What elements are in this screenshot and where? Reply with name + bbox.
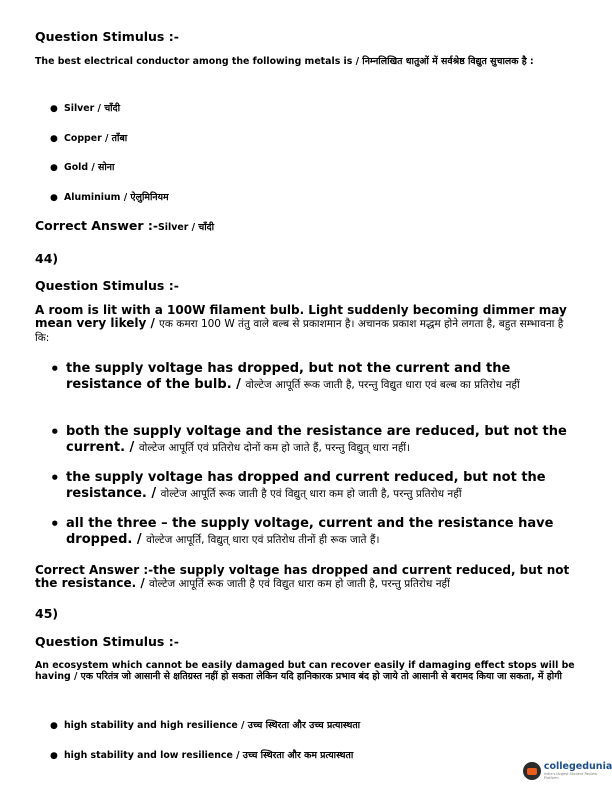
collegedunia-logo: [523, 762, 612, 780]
bullet-icon: ●: [50, 193, 58, 203]
q44-number: 44): [35, 251, 59, 266]
bullet-icon: •: [50, 469, 60, 487]
q44-option-4: • all the three – the supply voltage, current and the resistance have dropped. / वोल्टेज आपूर्ति, विद्युत् धारा एवं प्रतिरोध तीनों ही रूक जाते हैं।: [50, 515, 554, 547]
q43-correct-answer: [35, 218, 214, 233]
q45-question: An ecosystem which cannot be easily damaged but can recover easily if damaging effect stops will be having / एक परितंत्र जो आसानी से क्षतिग्रस्त नहीं हो सकता लेकिन यदि हानिकारक प्रभाव बंद हो जाये तो आसानी से बरामद किया जा सकता, में होगी: [35, 660, 575, 682]
logo-tagline: India's largest Student Review Platform: [543, 772, 597, 780]
q44-option-2: • both the supply voltage and the resistance are reduced, but not the current. / वोल्टेज आपूर्ति एवं प्रतिरोध दोनों कम हो जाते हैं, परन्तु विद्युत् धारा नहीं।: [50, 423, 567, 455]
q45-option-1: ● high stability and high resilience / उच्च स्थिरता और उच्च प्रत्यास्थता: [50, 720, 361, 731]
answer-value-hi: वोल्टेज आपूर्ति रूक जाती है एवं विद्युत धारा कम हो जाती है, परन्तु प्रतिरोध नहीं: [148, 578, 450, 590]
q43-option-2: ● Copper / ताँबा: [50, 133, 128, 144]
q43-stimulus-label: Question Stimulus :-: [35, 29, 179, 44]
answer-value-en: the supply voltage has dropped and current reduced, but not the resistance. /: [35, 563, 570, 590]
bullet-icon: ●: [50, 104, 58, 114]
q44-option-3: • the supply voltage has dropped and current reduced, but not the resistance. / वोल्टेज आपूर्ति रूक जाती है एवं विद्युत् धारा कम हो जाती है, परन्तु प्रतिरोध नहीं: [50, 469, 546, 501]
q44-stimulus-label: Question Stimulus :-: [35, 278, 179, 293]
answer-label: Correct Answer :-: [35, 563, 154, 577]
bullet-icon: ●: [50, 163, 58, 173]
q43-option-3: ● Gold / सोना: [50, 162, 115, 173]
q43-option-1: ● Silver / चाँदी: [50, 103, 121, 114]
logo-name: collegedunia: [543, 761, 612, 772]
q43-option-4: ● Aluminium / ऐलुमिनियम: [50, 192, 169, 203]
bullet-icon: ●: [50, 134, 58, 144]
q45-stimulus-label: Question Stimulus :-: [35, 634, 179, 649]
q44-question: A room is lit with a 100W filament bulb. Light suddenly becoming dimmer may mean very likely / एक कमरा 100 W तंतु वाले बल्ब से प्रकाशमान है। अचानक प्रकाश मद्धम होने लगता है, बहुत सम्भावना है कि:: [35, 303, 567, 344]
bullet-icon: •: [50, 360, 60, 378]
graduate-mascot-icon: [523, 762, 541, 780]
bullet-icon: ●: [50, 721, 58, 731]
bullet-icon: ●: [50, 751, 58, 761]
q43-question: The best electrical conductor among the following metals is / निम्नलिखित धातुओं में सर्वश्रेष्ठ विद्युत सुचालक है :: [35, 56, 534, 67]
q44-option-1: • the supply voltage has dropped, but not the current and the resistance of the bulb. / वोल्टेज आपूर्ति रूक जाती है, परन्तु विद्युत धारा एवं बल्ब का प्रतिरोध नहीं: [50, 360, 520, 392]
bullet-icon: •: [50, 515, 60, 533]
answer-label: Correct Answer :-: [35, 218, 159, 233]
q45-option-2: ● high stability and low resilience / उच्च स्थिरता और कम प्रत्यास्थता: [50, 750, 354, 761]
q45-number: 45): [35, 606, 59, 621]
answer-value: Silver / चाँदी: [158, 222, 215, 233]
bullet-icon: •: [50, 423, 60, 441]
q44-correct-answer: [35, 564, 580, 591]
